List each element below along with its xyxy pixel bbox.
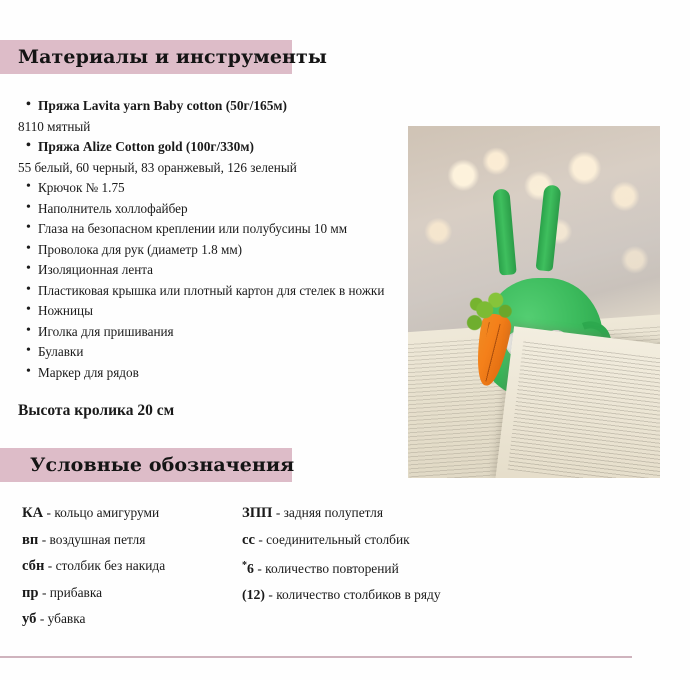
yarn-note-lavita: 8110 мятный [18,118,91,134]
list-item: • Пряжа Lavita yarn Baby cotton (50г/165м) [0,96,400,117]
symbol-definition: - количество столбиков в ряду [268,586,441,602]
list-item: • Глаза на безопасном креплении или полубусины 10 мм [0,219,400,240]
symbol-definition: - столбик без накида [47,558,166,573]
list-item: • Ножницы [0,301,400,322]
materials-section-banner [0,40,328,74]
materials-content [0,96,400,383]
symbols-heading: Условные обозначения [30,454,295,476]
bunny-photo [408,126,660,478]
list-item: • Иголка для пришивания [0,322,400,343]
symbols-section-banner [0,448,295,482]
symbol-row [242,527,562,554]
symbol-definition: - убавка [39,611,86,626]
bunny-ear-left [492,189,516,276]
yarn-note-alize: 55 белый, 60 черный, 83 оранжевый, 126 зеленый [18,159,297,175]
symbol-row [242,553,562,582]
list-item: • Наполнитель холлофайбер [0,199,400,220]
bottom-divider [0,656,632,658]
symbol-row [22,500,252,527]
symbol-abbr: вп [22,531,39,548]
list-item: • Крючок № 1.75 [0,178,400,199]
symbol-row [242,500,562,527]
symbol-abbr: (12) [242,586,265,602]
list-item: • Маркер для рядов [0,363,400,384]
materials-list-part-1 [0,96,400,117]
list-item: • Изоляционная лента [0,260,400,281]
symbol-definition: - прибавка [41,584,103,600]
symbol-definition: - задняя полупетля [275,505,384,520]
symbol-row [22,553,252,580]
list-item: • Булавки [0,342,400,363]
symbols-column-right [242,500,562,607]
symbol-abbr: сс [242,531,255,548]
symbol-abbr: КА [22,505,44,521]
symbols-column-left [22,500,252,633]
symbol-row [22,606,252,633]
symbol-row [242,582,562,608]
symbol-definition: - количество повторений [257,561,399,576]
symbol-definition: - кольцо амигуруми [46,505,160,520]
materials-heading: Материалы и инструменты [18,46,328,68]
list-item: • Пластиковая крышка или плотный картон для стелек в ножки [0,281,400,302]
list-item: • Проволока для рук (диаметр 1.8 мм) [0,240,400,261]
symbol-abbr: уб [22,611,37,627]
toy-height-note: Высота кролика 20 см [18,402,175,419]
materials-list-part-3 [0,178,400,383]
symbol-abbr: *6 [242,560,254,576]
symbol-row [22,527,252,554]
symbol-abbr: пр [22,584,39,601]
symbol-definition: - воздушная петля [41,531,146,547]
symbol-row [22,580,252,607]
materials-list-part-2 [0,137,400,158]
symbol-abbr: ЗПП [242,505,273,521]
list-item: • Пряжа Alize Cotton gold (100г/330м) [0,137,400,158]
symbol-definition: - соединительный столбик [258,531,410,547]
newspaper-sheet-front [495,326,660,478]
bunny-ear-right [535,184,561,271]
symbol-abbr: сбн [22,558,45,574]
